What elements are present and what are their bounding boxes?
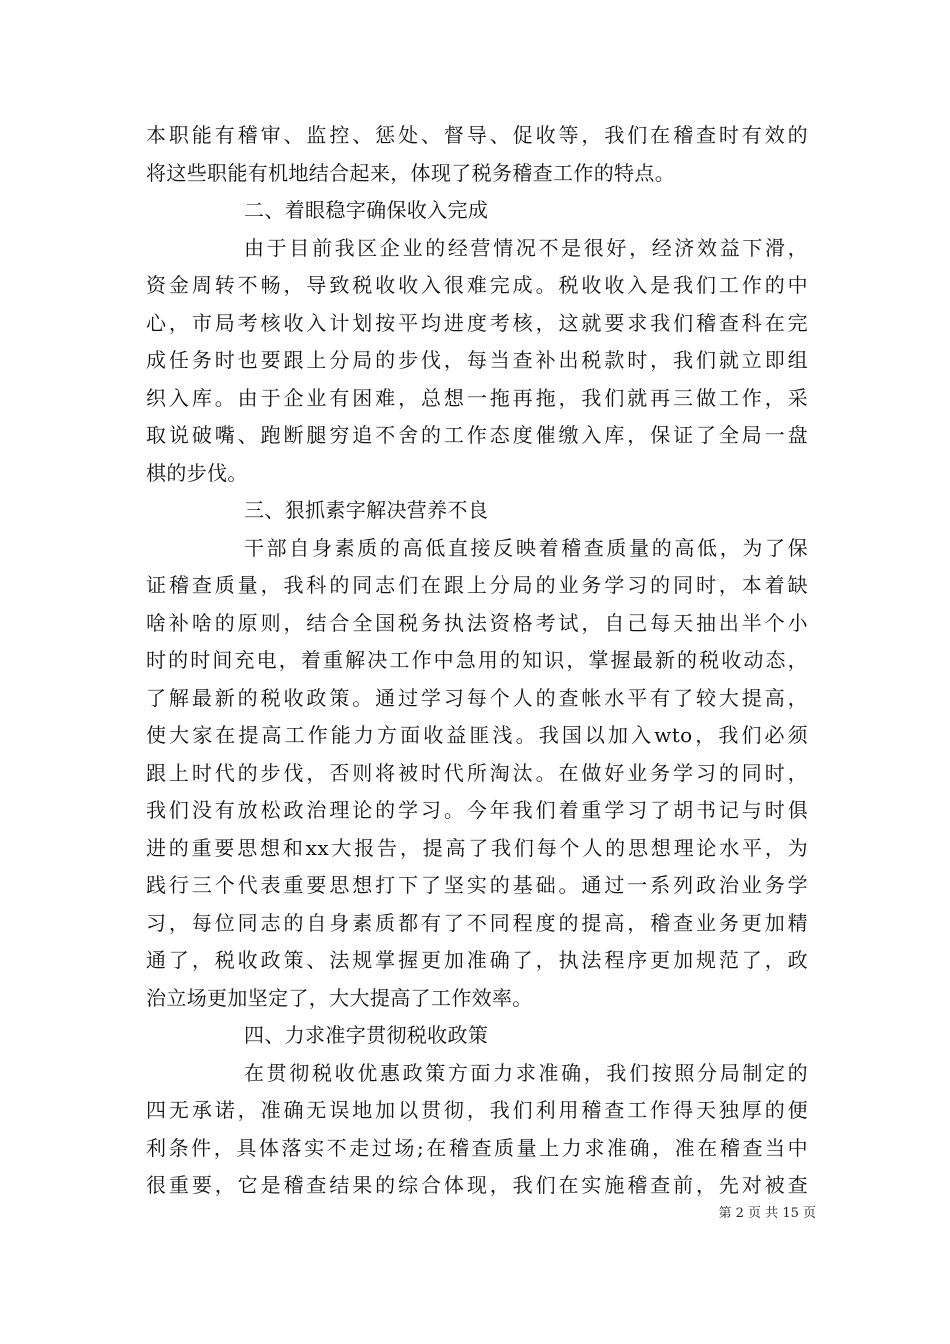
- paragraph-line: 我们没有放松政治理论的学习。今年我们着重学习了胡书记与时俱: [146, 798, 808, 822]
- paragraph-line: 取说破嘴、跑断腿穷追不舍的工作态度催缴入库，保证了全局一盘: [146, 423, 808, 447]
- section-heading: 四、力求准字贯彻税收政策: [244, 1023, 489, 1047]
- paragraph-line: 通了，税收政策、法规掌握更加准确了，执法程序更加规范了，政: [146, 948, 808, 972]
- paragraph-line: 跟上时代的步伐，否则将被时代所淘汰。在做好业务学习的同时，: [146, 760, 808, 785]
- paragraph-line: 棋的步伐。: [146, 460, 248, 485]
- paragraph-line: 将这些职能有机地结合起来，体现了税务稽查工作的特点。: [146, 160, 676, 185]
- paragraph-line: 进的重要思想和xx大报告，提高了我们每个人的思想理论水平，为: [146, 835, 808, 860]
- paragraph-line: 时的时间充电，着重解决工作中急用的知识，掌握最新的税收动态，: [146, 648, 808, 672]
- paragraph-line: 了解最新的税收政策。通过学习每个人的查帐水平有了较大提高，: [146, 685, 808, 710]
- document-body: [146, 117, 808, 1205]
- section-heading: 三、狠抓素字解决营养不良: [244, 498, 489, 522]
- paragraph-line: 治立场更加坚定了，大大提高了工作效率。: [146, 985, 533, 1010]
- paragraph-line: 心，市局考核收入计划按平均进度考核，这就要求我们稽查科在完: [146, 310, 808, 335]
- page-number-footer: 第 2 页 共 15 页: [718, 1206, 816, 1221]
- paragraph-line: 干部自身素质的高低直接反映着稽查质量的高低，为了保: [244, 535, 808, 560]
- paragraph-line: 在贯彻税收优惠政策方面力求准确，我们按照分局制定的: [244, 1060, 808, 1085]
- paragraph-line: 利条件，具体落实不走过场;在稽查质量上力求准确，准在稽查当中: [146, 1135, 808, 1160]
- paragraph-line: 成任务时也要跟上分局的步伐，每当查补出税款时，我们就立即组: [146, 348, 808, 372]
- paragraph-line: 证稽查质量，我科的同志们在跟上分局的业务学习的同时，本着缺: [146, 573, 808, 597]
- paragraph-line: 啥补啥的原则，结合全国税务执法资格考试，自己每天抽出半个小: [146, 610, 808, 635]
- paragraph-line: 本职能有稽审、监控、惩处、督导、促收等，我们在稽查时有效的: [146, 123, 808, 147]
- paragraph-line: 使大家在提高工作能力方面收益匪浅。我国以加入wto，我们必须: [146, 723, 808, 747]
- paragraph-line: 践行三个代表重要思想打下了坚实的基础。通过一系列政治业务学: [146, 873, 808, 897]
- paragraph-line: 四无承诺，准确无误地加以贯彻，我们利用稽查工作得天独厚的便: [146, 1098, 808, 1122]
- paragraph-line: 习，每位同志的自身素质都有了不同程度的提高，稽查业务更加精: [146, 910, 808, 935]
- paragraph-line: 织入库。由于企业有困难，总想一拖再拖，我们就再三做工作，采: [146, 385, 808, 410]
- paragraph-line: 由于目前我区企业的经营情况不是很好，经济效益下滑，: [244, 235, 808, 260]
- section-heading: 二、着眼稳字确保收入完成: [244, 198, 489, 222]
- paragraph-line: 很重要，它是稽查结果的综合体现，我们在实施稽查前，先对被查: [146, 1173, 808, 1197]
- paragraph-line: 资金周转不畅，导致税收收入很难完成。税收收入是我们工作的中: [146, 273, 808, 297]
